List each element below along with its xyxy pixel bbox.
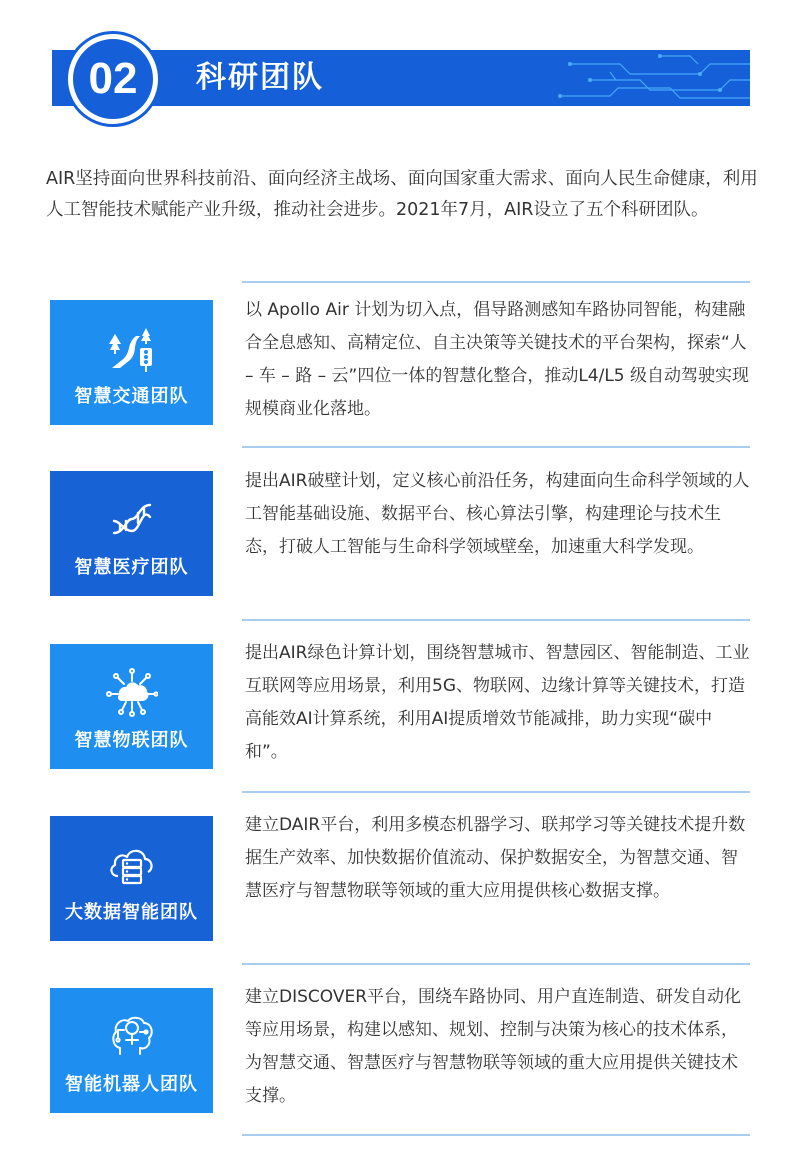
team-card-iot <box>50 644 213 769</box>
section-title: 科研团队 <box>196 60 324 95</box>
divider <box>242 963 750 965</box>
divider <box>242 791 750 793</box>
team-card-bigdata <box>50 816 213 941</box>
traffic-road-icon <box>106 322 158 374</box>
team-name: 智慧物联团队 <box>74 730 189 751</box>
robot-brain-icon <box>106 1010 158 1062</box>
team-name: 智能机器人团队 <box>65 1074 198 1095</box>
team-card-medical <box>50 471 213 596</box>
team-name: 智慧医疗团队 <box>74 557 189 578</box>
divider <box>242 1134 750 1136</box>
circuit-decoration <box>550 50 750 106</box>
team-description: 建立DISCOVER平台，围绕车路协同、用户直连制造、研发自动化等应用场景，构建以感知、规划、控制与决策为核心的技术体系，为智慧交通、智慧医疗与智慧物联等领域的重大应用提供关键技术支撑。 <box>245 987 742 1106</box>
team-description: 建立DAIR平台，利用多模态机器学习、联邦学习等关键技术提升数据生产效率、加快数据价值流动、保护数据安全，为智慧交通、智慧医疗与智慧物联等领域的重大应用提供核心数据支撑。 <box>245 815 746 901</box>
team-card-robotics <box>50 988 213 1113</box>
team-description: 提出AIR破壁计划，定义核心前沿任务，构建面向生命科学领域的人工智能基础设施、数据平台、核心算法引擎，构建理论与技术生态，打破人工智能与生命科学领域壁垒，加速重大科学发现。 <box>245 471 750 557</box>
divider <box>242 619 750 621</box>
team-name: 智慧交通团队 <box>74 386 189 407</box>
team-card-traffic <box>50 300 213 425</box>
divider <box>242 446 750 448</box>
divider <box>242 281 750 283</box>
team-description: 提出AIR绿色计算计划，围绕智慧城市、智慧园区、智能制造、工业互联网等应用场景，利用5G、物联网、边缘计算等关键技术，打造高能效AI计算系统，利用AI提质增效节能减排，助力实现“碳中和”。 <box>245 643 750 762</box>
intro-paragraph: AIR坚持面向世界科技前沿、面向经济主战场、面向国家重大需求、面向人民生命健康，利用人工智能技术赋能产业升级，推动社会进步。2021年7月，AIR设立了五个科研团队。 <box>46 169 758 220</box>
team-description: 以 Apollo Air 计划为切入点，倡导路测感知车路协同智能，构建融合全息感知、高精定位、自主决策等关键技术的平台架构，探索“人 – 车 – 路 – 云”四位一体的智慧化整合，推动L4/L5 级自动驾驶实现规模商业化落地。 <box>245 300 750 419</box>
cloud-server-icon <box>106 838 158 890</box>
dna-icon <box>106 493 158 545</box>
cloud-network-icon <box>106 666 158 718</box>
team-name: 大数据智能团队 <box>65 902 198 923</box>
section-number-badge: 02 <box>68 34 158 124</box>
